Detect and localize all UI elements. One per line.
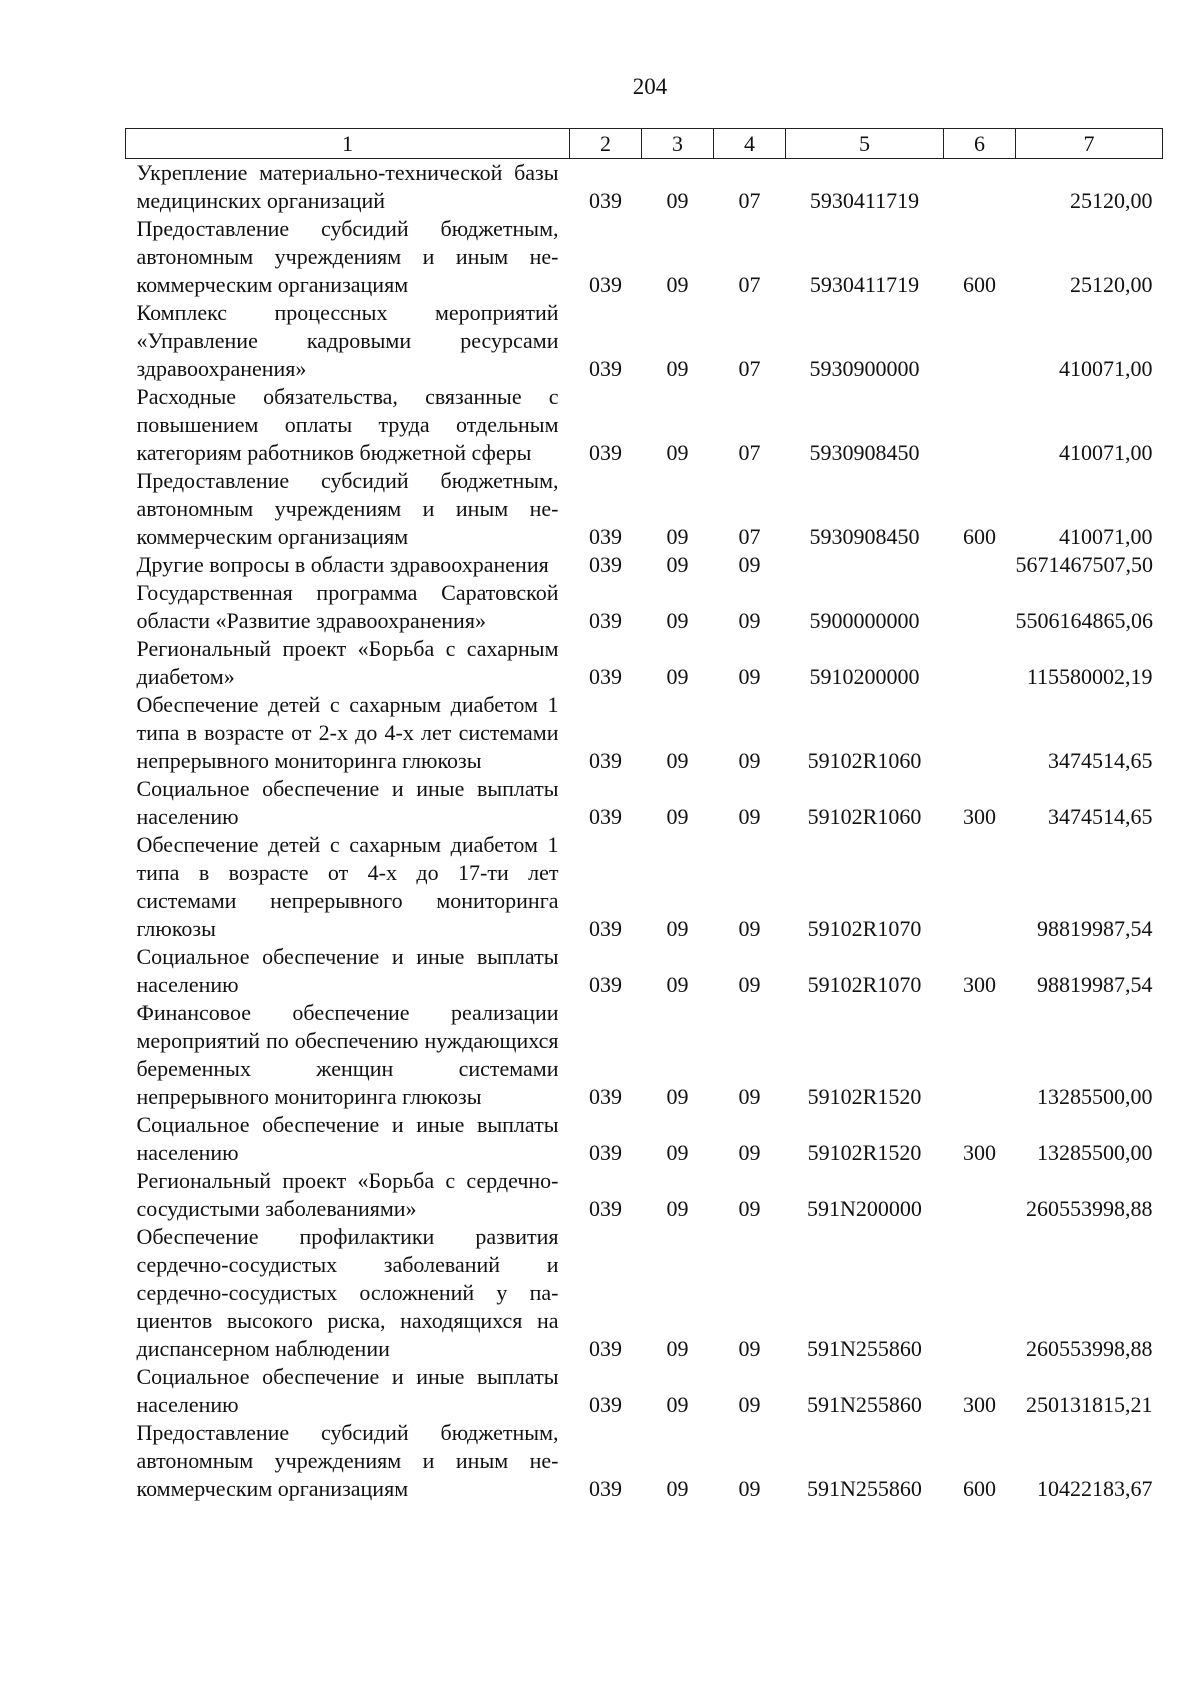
section-code: 09 — [666, 1336, 689, 1361]
section-code: 09 — [666, 356, 689, 381]
section-code: 09 — [666, 748, 689, 773]
table-row — [126, 635, 1163, 691]
row-name: Предоставление субсидий бюджетным, автономным учреждениям и иным некоммерческим организациям — [136, 468, 559, 549]
amount-value: 410071,00 — [1059, 440, 1153, 465]
column-header-2: 2 — [570, 129, 642, 159]
section-code: 09 — [666, 608, 689, 633]
table-row — [126, 691, 1163, 775]
column-header-7: 7 — [1016, 129, 1163, 159]
ministry-code: 039 — [589, 748, 622, 773]
subsection-code: 09 — [738, 552, 761, 577]
target-article-code: 59102R1060 — [807, 804, 922, 829]
subsection-code: 07 — [738, 524, 761, 549]
row-name: Обеспечение детей с сахарным диабетом 1 типа в возрасте от 2-х до 4-х лет системами непрерывного мониторинга глюкозы — [136, 692, 559, 773]
section-code: 09 — [666, 188, 689, 213]
table-row — [126, 159, 1163, 216]
row-name: Финансовое обеспечение реализации мероприятий по обеспечению нуждающихся беременных женщин системами непрерывного мониторинга глюкозы — [136, 1000, 559, 1109]
target-article-code: 5930900000 — [809, 356, 920, 381]
target-article-code — [786, 551, 944, 579]
subsection-code: 09 — [738, 916, 761, 941]
expense-type-code: 300 — [963, 804, 996, 829]
table-row — [126, 299, 1163, 383]
expense-type-code: 300 — [963, 972, 996, 997]
ministry-code: 039 — [589, 272, 622, 297]
ministry-code: 039 — [589, 608, 622, 633]
expense-type-code — [944, 551, 1016, 579]
table-body — [126, 159, 1163, 1504]
target-article-code: 59102R1520 — [807, 1084, 922, 1109]
subsection-code: 07 — [738, 188, 761, 213]
expense-type-code — [944, 579, 1016, 635]
amount-value: 260553998,88 — [1026, 1196, 1153, 1221]
ministry-code: 039 — [589, 524, 622, 549]
expense-type-code — [944, 159, 1016, 216]
expense-type-code — [944, 299, 1016, 383]
section-code: 09 — [666, 1476, 689, 1501]
expense-type-code: 600 — [963, 1476, 996, 1501]
amount-value: 5671467507,50 — [1015, 552, 1153, 577]
table-row — [126, 579, 1163, 635]
row-name: Расходные обязательства, связанные с повышением оплаты труда отдельным категориям работников бюджетной сферы — [136, 384, 559, 465]
row-name: Укрепление материально-технической базы медицинских организаций — [136, 160, 559, 213]
amount-value: 115580002,19 — [1026, 664, 1153, 689]
ministry-code: 039 — [589, 972, 622, 997]
column-header-5: 5 — [786, 129, 944, 159]
target-article-code: 59102R1070 — [807, 972, 922, 997]
row-name: Государственная программа Саратовской области «Развитие здравоохранения» — [136, 580, 559, 633]
subsection-code: 07 — [738, 356, 761, 381]
table-row — [126, 215, 1163, 299]
target-article-code: 591N255860 — [807, 1392, 922, 1417]
column-header-3: 3 — [642, 129, 714, 159]
row-name: Обеспечение профилактики развития сердечно-сосудистых заболеваний и сердечно-сосудистых осложнений у пациентов высокого риска, находящихся на диспансерном наблюдении — [136, 1224, 559, 1361]
target-article-code: 5930908450 — [809, 440, 920, 465]
section-code: 09 — [666, 972, 689, 997]
ministry-code: 039 — [589, 1196, 622, 1221]
table-row — [126, 1111, 1163, 1167]
row-name: Региональный проект «Борьба с сердечно-сосудистыми заболеваниями» — [136, 1168, 559, 1221]
subsection-code: 09 — [738, 1392, 761, 1417]
table-row — [126, 999, 1163, 1111]
target-article-code: 5900000000 — [809, 608, 920, 633]
ministry-code: 039 — [589, 440, 622, 465]
expense-type-code — [944, 1167, 1016, 1223]
target-article-code: 5930411719 — [809, 272, 920, 297]
expense-type-code: 600 — [963, 272, 996, 297]
table-row — [126, 943, 1163, 999]
target-article-code: 59102R1060 — [807, 748, 922, 773]
subsection-code: 09 — [738, 972, 761, 997]
expense-type-code: 300 — [963, 1392, 996, 1417]
row-name: Другие вопросы в области здравоохранения — [136, 552, 549, 577]
expense-type-code — [944, 1223, 1016, 1363]
subsection-code: 09 — [738, 804, 761, 829]
ministry-code: 039 — [589, 1476, 622, 1501]
table-row — [126, 383, 1163, 467]
target-article-code: 5910200000 — [809, 664, 920, 689]
subsection-code: 07 — [738, 440, 761, 465]
ministry-code: 039 — [589, 356, 622, 381]
column-header-4: 4 — [714, 129, 786, 159]
subsection-code: 09 — [738, 664, 761, 689]
target-article-code: 59102R1070 — [807, 916, 922, 941]
subsection-code: 07 — [738, 272, 761, 297]
amount-value: 98819987,54 — [1037, 916, 1153, 941]
amount-value: 260553998,88 — [1026, 1336, 1153, 1361]
row-name: Социальное обеспечение и иные выплаты населению — [136, 1112, 559, 1165]
table-row — [126, 1167, 1163, 1223]
table-row — [126, 551, 1163, 579]
subsection-code: 09 — [738, 1196, 761, 1221]
target-article-code: 5930411719 — [809, 188, 920, 213]
section-code: 09 — [666, 524, 689, 549]
amount-value: 250131815,21 — [1026, 1392, 1153, 1417]
table-row — [126, 1363, 1163, 1419]
amount-value: 25120,00 — [1070, 188, 1153, 213]
expense-type-code — [944, 831, 1016, 943]
expense-type-code — [944, 635, 1016, 691]
ministry-code: 039 — [589, 916, 622, 941]
table-row — [126, 1223, 1163, 1363]
expense-type-code — [944, 383, 1016, 467]
amount-value: 410071,00 — [1059, 356, 1153, 381]
amount-value: 10422183,67 — [1037, 1476, 1153, 1501]
row-name: Обеспечение детей с сахарным диабетом 1 типа в возрасте от 4-х до 17-ти лет системами непрерывного мониторинга глюкозы — [136, 832, 559, 941]
ministry-code: 039 — [589, 552, 622, 577]
ministry-code: 039 — [589, 1392, 622, 1417]
table-row — [126, 1419, 1163, 1503]
expense-type-code: 300 — [963, 1140, 996, 1165]
expense-type-code — [944, 999, 1016, 1111]
amount-value: 13285500,00 — [1037, 1140, 1153, 1165]
amount-value: 13285500,00 — [1037, 1084, 1153, 1109]
ministry-code: 039 — [589, 1084, 622, 1109]
table-header-row — [126, 129, 1163, 159]
amount-value: 25120,00 — [1070, 272, 1153, 297]
row-name: Социальное обеспечение и иные выплаты населению — [136, 776, 559, 829]
amount-value: 410071,00 — [1059, 524, 1153, 549]
subsection-code: 09 — [738, 748, 761, 773]
row-name: Социальное обеспечение и иные выплаты населению — [136, 944, 559, 997]
subsection-code: 09 — [738, 1476, 761, 1501]
amount-value: 5506164865,06 — [1015, 608, 1153, 633]
table-row — [126, 831, 1163, 943]
budget-table — [125, 128, 1163, 1503]
expense-type-code: 600 — [963, 524, 996, 549]
ministry-code: 039 — [589, 1336, 622, 1361]
section-code: 09 — [666, 1196, 689, 1221]
row-name: Предоставление субсидий бюджетным, автономным учреждениям и иным некоммерческим организациям — [136, 216, 559, 297]
table-row — [126, 467, 1163, 551]
subsection-code: 09 — [738, 1140, 761, 1165]
section-code: 09 — [666, 664, 689, 689]
column-header-1: 1 — [126, 129, 570, 159]
column-header-6: 6 — [944, 129, 1016, 159]
section-code: 09 — [666, 804, 689, 829]
section-code: 09 — [666, 1084, 689, 1109]
page-number: 204 — [632, 74, 668, 99]
ministry-code: 039 — [589, 804, 622, 829]
target-article-code: 591N255860 — [807, 1476, 922, 1501]
row-name: Региональный проект «Борьба с сахарным диабетом» — [136, 636, 559, 689]
row-name: Предоставление субсидий бюджетным, автономным учреждениям и иным некоммерческим организациям — [136, 1420, 559, 1501]
target-article-code: 591N200000 — [807, 1196, 922, 1221]
table-row — [126, 775, 1163, 831]
section-code: 09 — [666, 552, 689, 577]
target-article-code: 5930908450 — [809, 524, 920, 549]
target-article-code: 59102R1520 — [807, 1140, 922, 1165]
row-name: Социальное обеспечение и иные выплаты населению — [136, 1364, 559, 1417]
amount-value: 3474514,65 — [1048, 748, 1153, 773]
target-article-code: 591N255860 — [807, 1336, 922, 1361]
expense-type-code — [944, 691, 1016, 775]
subsection-code: 09 — [738, 608, 761, 633]
section-code: 09 — [666, 272, 689, 297]
row-name: Комплекс процессных мероприятий «Управление кадровыми ресурсами здравоохранения» — [136, 300, 559, 381]
subsection-code: 09 — [738, 1084, 761, 1109]
amount-value: 98819987,54 — [1037, 972, 1153, 997]
amount-value: 3474514,65 — [1048, 804, 1153, 829]
section-code: 09 — [666, 1392, 689, 1417]
ministry-code: 039 — [589, 188, 622, 213]
section-code: 09 — [666, 1140, 689, 1165]
ministry-code: 039 — [589, 664, 622, 689]
ministry-code: 039 — [589, 1140, 622, 1165]
subsection-code: 09 — [738, 1336, 761, 1361]
section-code: 09 — [666, 916, 689, 941]
section-code: 09 — [666, 440, 689, 465]
